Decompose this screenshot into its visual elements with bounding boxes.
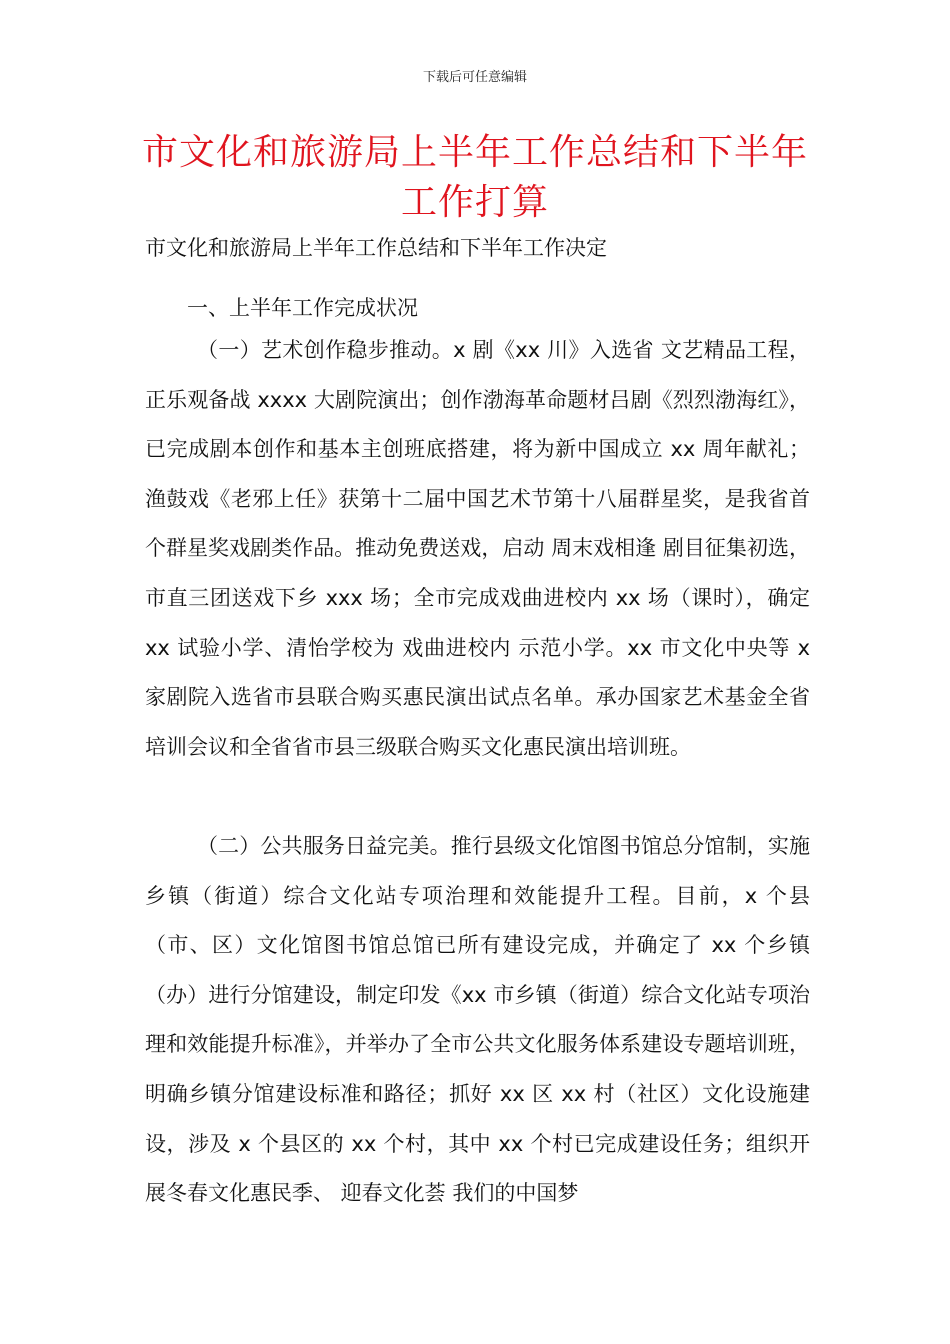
- paragraph-art-creation: （一）艺术创作稳步推动。x 剧《xx 川》入选省 文艺精品工程，正乐观备战 xxxx 大剧院演出；创作渤海革命题材吕剧《烈烈渤海红》，已完成剧本创作和基本主创班底搭建，将为新中国成立 xx 周年献礼；渔鼓戏《老邪上任》获第十二届中国艺术节第十八届群星奖，是我省首个群星奖戏剧类作品。推动免费送戏，启动 周末戏相逢 剧目征集初选，市直三团送戏下乡 xxx 场；全市完成戏曲进校内 xx 场（课时），确定 xx 试验小学、清怡学校为 戏曲进校内 示范小学。xx 市文化中央等 x 家剧院入选省市县联合购买惠民演出试点名单。承办国家艺术基金全省培训会议和全省省市县三级联合购买文化惠民演出培训班。: [145, 338, 810, 759]
- paragraph-public-service: （二）公共服务日益完美。推行县级文化馆图书馆总分馆制，实施乡镇（街道）综合文化站专项治理和效能提升工程。目前，x 个县（市、区）文化馆图书馆总馆已所有建设完成，并确定了 xx 个乡镇（办）进行分馆建设，制定印发《xx 市乡镇（街道）综合文化站专项治理和效能提升标准》，并举办了全市公共文化服务体系建设专题培训班，明确乡镇分馆建设标准和路径；抓好 xx 区 xx 村（社区）文化设施建设，涉及 x 个县区的 xx 个村，其中 xx 个村已完成建设任务；组织开展冬春文化惠民季、 迎春文化荟 我们的中国梦: [145, 834, 810, 1206]
- document-title: 市文化和旅游局上半年工作总结和下半年工作打算: [141, 132, 808, 223]
- header-note: 下载后可任意编辑: [422, 70, 527, 85]
- section-heading: 一、上半年工作完成状况: [187, 296, 418, 320]
- document-subtitle: 市文化和旅游局上半年工作总结和下半年工作决定: [145, 236, 607, 260]
